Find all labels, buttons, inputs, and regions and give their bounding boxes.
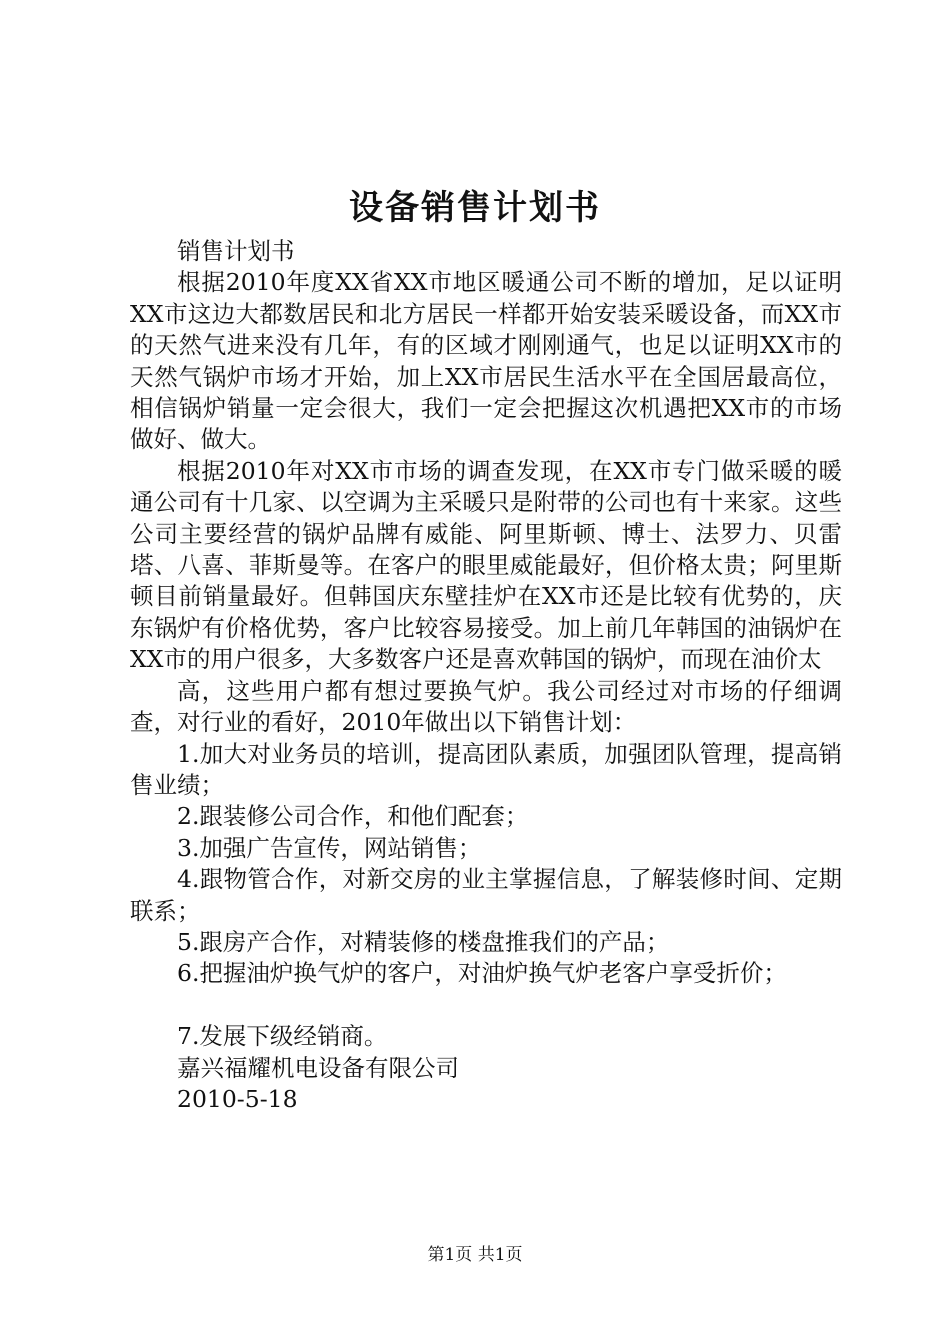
paragraph-market-background: 根据2010年度XX省XX市地区暖通公司不断的增加，足以证明XX市这边大都数居民和北方居民一样都开始安装采暖设备，而XX市的天然气进来没有几年，有的区域才刚刚通气，也足以证明XX市的天然气锅炉市场才开始，加上XX市居民生活水平在全国居最高位，相信锅炉销量一定会很大，我们一定会把握这次机遇把XX市的市场做好、做大。 [130, 268, 842, 454]
plan-item-3: 3.加强广告宣传，网站销售； [177, 833, 482, 862]
company-signature: 嘉兴福耀机电设备有限公司 [177, 1053, 459, 1082]
plan-item-1: 1.加大对业务员的培训，提高团队素质，加强团队管理，提高销售业绩； [130, 739, 842, 799]
plan-item-7: 7.发展下级经销商。 [177, 1022, 388, 1051]
document-body [130, 236, 842, 1115]
plan-item-5: 5.跟房产合作，对精装修的楼盘推我们的产品； [177, 927, 670, 956]
document-title: 设备销售计划书 [349, 188, 601, 228]
paragraph-sales-plan-intro: 高，这些用户都有想过要换气炉。我公司经过对市场的仔细调查，对行业的看好，2010年做出以下销售计划： [130, 676, 842, 737]
paragraph-market-survey: 根据2010年对XX市市场的调查发现，在XX市专门做采暖的暖通公司有十几家、以空调为主采暖只是附带的公司也有十来家。这些公司主要经营的锅炉品牌有威能、阿里斯顿、博士、法罗力、贝雷塔、八喜、菲斯曼等。在客户的眼里威能最好，但价格太贵；阿里斯顿目前销量最好。但韩国庆东壁挂炉在XX市还是比较有优势的，庆东锅炉有价格优势，客户比较容易接受。加上前几年韩国的油锅炉在XX市的用户很多，大多数客户还是喜欢韩国的锅炉，而现在油价太 [130, 456, 842, 674]
blank-line [130, 990, 842, 1021]
document-date: 2010-5-18 [177, 1084, 298, 1113]
plan-item-4: 4.跟物管合作，对新交房的业主掌握信息，了解装修时间、定期联系； [130, 865, 842, 925]
plan-item-6: 6.把握油炉换气炉的客户，对油炉换气炉老客户享受折价； [177, 959, 787, 988]
page-footer: 第1页 共1页 [427, 1245, 523, 1265]
paragraph-subtitle: 销售计划书 [177, 237, 295, 265]
plan-item-2: 2.跟装修公司合作，和他们配套； [177, 802, 529, 831]
